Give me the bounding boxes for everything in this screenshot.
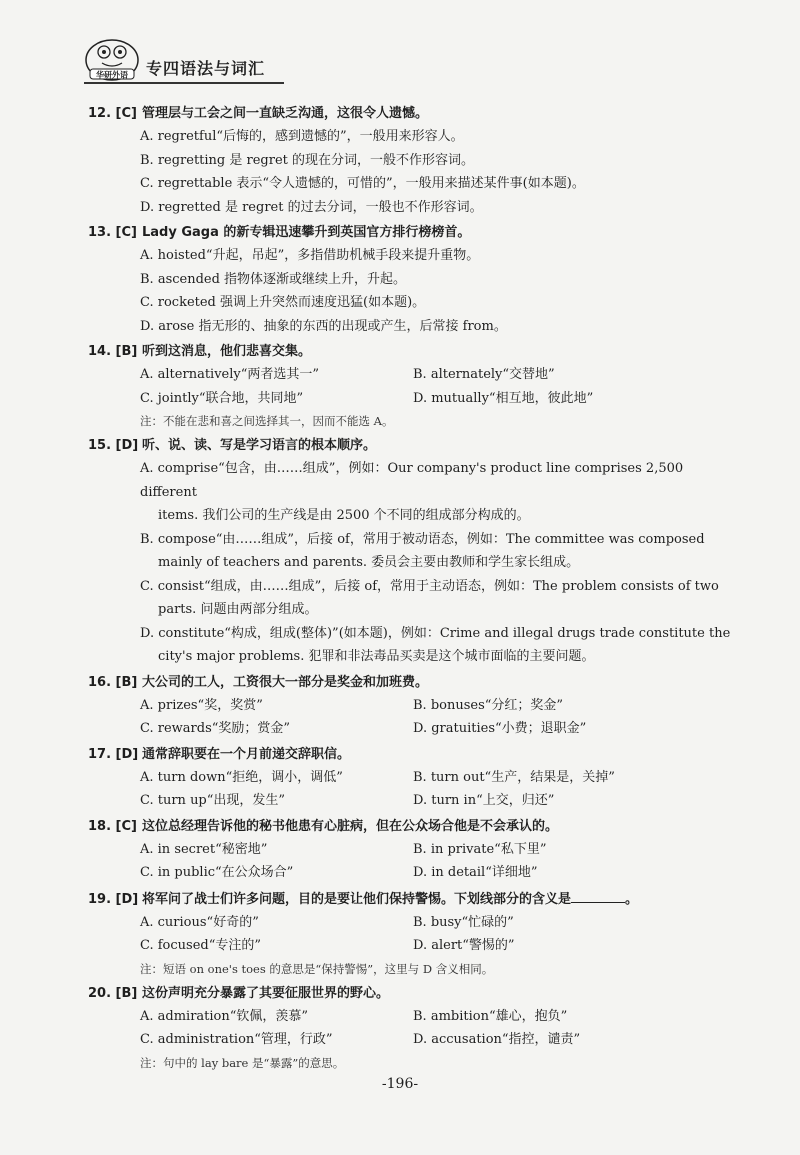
note: 注：短语 on one's toes 的意思是“保持警惕”，这里与 D 含义相同。 [140,961,494,976]
option: C. regrettable 表示“令人遗憾的，可惜的”，一般用来描述某件事(如本题)。 [140,176,585,191]
option: A. turn down“拒绝，调小，调低” [140,769,343,785]
option: D. accusation“指控，谴责” [413,1032,581,1047]
question-20: 20. [B] 这份声明充分暴露了其要征服世界的野心。 [88,985,390,1001]
page-header [84,34,744,86]
option: C. jointly“联合地，共同地” [140,390,304,406]
page-number: -196- [381,1076,419,1092]
question-18: 18. [C] 这位总经理告诉他的秘书他患有心脏病，但在公众场合他是不会承认的。 [88,818,559,834]
option: B. ambition“雄心，抱负” [413,1008,568,1024]
option: D. gratuities“小费；退职金” [413,721,587,736]
option: B. turn out“生产，结果是，关掉” [413,769,615,785]
logo-text: 华研外语 [96,70,128,80]
option: A. comprise“包含，由……组成”，例如：Our company's product line comprises 2,500 different [140,461,684,500]
option: B. busy“忙碌的” [413,914,514,930]
option: C. consist“组成，由……组成”，后接 of，常用于主动语态，例如：The problem consists of two [140,578,719,594]
option: C. turn up“出现，发生” [140,793,286,808]
frog-logo-icon [84,36,140,82]
option: D. arose 指无形的、抽象的东西的出现或产生，后常接 from。 [140,318,507,334]
option: D. constitute“构成，组成(整体)”(如本题)，例如：Crime and illegal drugs trade constitute the [140,625,731,641]
page-title: 专四语法与词汇 [146,59,266,78]
option: C. focused“专注的” [140,938,262,953]
option: D. mutually“相互地，彼此地” [413,390,594,406]
option: A. prizes“奖，奖赏” [140,697,263,713]
option: D. alert“警惕的” [413,938,515,953]
option: C. in public“在公众场合” [140,865,294,880]
question-16: 16. [B] 大公司的工人，工资很大一部分是奖金和加班费。 [88,674,429,690]
question-19: 19. [D] 将军问了战士们许多问题，目的是要让他们保持警惕。下划线部分的含义是 。 [88,888,738,911]
option: D. in detail“详细地” [413,865,538,880]
option: D. turn in“上交，归还” [413,793,555,808]
option-continued: mainly of teachers and parents. 委员会主要由教师和学生家长组成。 [158,555,580,570]
answer-blank [571,888,625,903]
option: A. in secret“秘密地” [140,841,268,857]
question-14: 14. [B] 听到这消息，他们悲喜交集。 [88,344,312,359]
question-12: 12. [C] 管理层与工会之间一直缺乏沟通，这很令人遗憾。 [88,106,429,121]
option: B. regretting 是 regret 的现在分词，一般不作形容词。 [140,152,475,168]
option: B. ascended 指物体逐渐或继续上升，升起。 [140,271,407,287]
option: A. curious“好奇的” [140,914,259,930]
option: C. rocketed 强调上升突然而速度迅猛(如本题)。 [140,295,426,310]
option: A. regretful“后悔的，感到遗憾的”，一般用来形容人。 [140,129,464,144]
option: D. regretted 是 regret 的过去分词，一般也不作形容词。 [140,199,483,215]
header-rule [84,82,284,84]
question-15: 15. [D] 听、说、读、写是学习语言的根本顺序。 [88,438,377,453]
option: C. rewards“奖励；赏金” [140,721,291,736]
option: A. hoisted“升起，吊起”，多指借助机械手段来提升重物。 [140,248,480,263]
option: B. in private“私下里” [413,841,547,857]
question-13: 13. [C] Lady Gaga 的新专辑迅速攀升到英国官方排行榜榜首。 [88,225,471,240]
option-continued: city's major problems. 犯罪和非法毒品买卖是这个城市面临的主要问题。 [158,649,595,664]
option: A. admiration“钦佩，羡慕” [140,1008,309,1024]
option: B. bonuses“分红；奖金” [413,697,564,713]
option-continued: parts. 问题由两部分组成。 [158,602,318,617]
option: A. alternatively“两者选其一” [140,367,320,382]
option: B. compose“由……组成”，后接 of，常用于被动语态，例如：The committee was composed [140,531,705,547]
option: C. administration“管理，行政” [140,1032,333,1047]
option-continued: items. 我们公司的生产线是由 2500 个不同的组成部分构成的。 [158,508,530,523]
note: 注：不能在悲和喜之间选择其一，因而不能选 A。 [140,414,394,428]
option: B. alternately“交替地” [413,367,555,382]
note: 注：句中的 lay bare 是“暴露”的意思。 [140,1055,345,1070]
answer-list [88,100,738,1074]
question-17: 17. [D] 通常辞职要在一个月前递交辞职信。 [88,746,351,762]
